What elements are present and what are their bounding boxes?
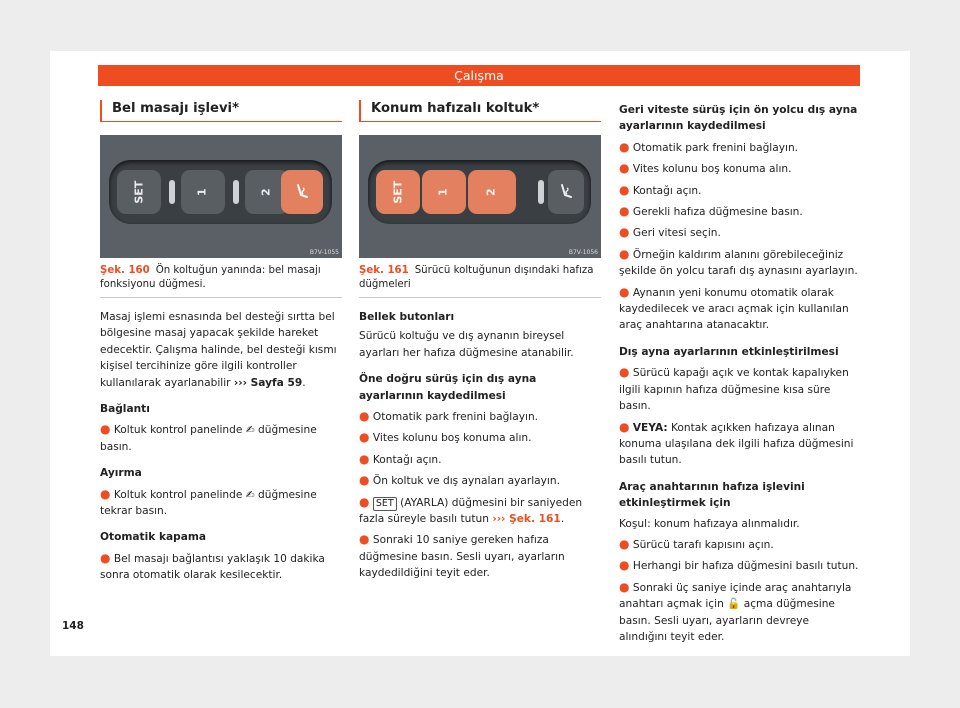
heading-connection: Bağlantı <box>100 403 150 416</box>
list-item: ● Herhangi bir hafıza düğmesini basılı tutun. <box>619 558 859 573</box>
figure-link[interactable]: ››› Şek. 161 <box>492 513 561 526</box>
section-header: Çalışma <box>98 65 860 86</box>
heading-auto-off: Otomatik kapama <box>100 531 207 544</box>
condition-text: Koşul: konum hafızaya alınmalıdır. <box>619 517 800 530</box>
figure-caption: Şek. 161 Sürücü koltuğunun dışındaki hafıza düğmeleri <box>359 264 601 298</box>
memory-paragraph: Sürücü koltuğu ve dış aynanın bireysel ayarları her hafıza düğmesine atanabilir. <box>359 330 574 359</box>
seat-massage-icon <box>556 182 576 202</box>
unlock-icon: 🔓 <box>727 598 741 611</box>
list-item: ● Sonraki 10 saniye gereken hafıza düğmesine basın. Sesli uyarı, ayarların kaydedildiğini teyit eder. <box>359 532 565 580</box>
list-item: ● Gerekli hafıza düğmesine basın. <box>619 204 803 219</box>
figure-lumbar-massage <box>100 135 342 258</box>
figure-caption: Şek. 160 Ön koltuğun yanında: bel masajı fonksiyonu düğmesi. <box>100 264 342 298</box>
massage-button <box>281 170 323 214</box>
memory-button-2: 2 <box>245 170 289 214</box>
list-item: ● Sonraki üç saniye içinde araç anahtarıyla anahtarı açmak için 🔓 açma düğmesine basın. Sesli uyarı, ayarların devreye alındığını teyit eder. <box>619 579 852 643</box>
list-item: ● VEYA: Kontak açıkken hafızaya alınan konuma ulaşılana dek ilgili hafıza düğmesini basılı tutun. <box>619 419 854 467</box>
memory-button-1: 1 <box>422 170 466 214</box>
list-item: ● Örneğin kaldırım alanını görebileceğiniz şekilde ön yolcu tarafı dış aynasını ayarlayın. <box>619 246 858 278</box>
set-button: SET <box>376 170 420 214</box>
list-item: ● Koltuk kontrol panelinde ✍ düğmesine tekrar basın. <box>100 486 317 518</box>
page-number: 148 <box>62 620 84 632</box>
list-item: ● Kontağı açın. <box>359 451 442 466</box>
section-title-memory-seat: Konum hafızalı koltuk* <box>359 100 601 122</box>
list-item: ● Kontağı açın. <box>619 182 702 197</box>
list-item: ● Koltuk kontrol panelinde ✍ düğmesine basın. <box>100 422 317 453</box>
column-memory-seat <box>359 100 601 582</box>
heading-memory-buttons: Bellek butonları <box>359 311 455 323</box>
figure-tag: B7V-1056 <box>568 249 598 256</box>
heading-reverse-save: Geri viteste sürüş için ön yolcu dış ayna ayarlarının kaydedilmesi <box>619 104 858 133</box>
door-memory-panel <box>368 160 591 224</box>
memory-button-1: 1 <box>181 170 225 214</box>
figure-tag: B7V-1055 <box>309 249 339 256</box>
list-item: ● SET (AYARLA) düğmesini bir saniyeden fazla süreyle basılı tutun ››› Şek. 161. <box>359 494 583 526</box>
heading-key-memory: Araç anahtarının hafıza işlevini etkinleştirmek için <box>619 480 805 510</box>
seat-control-panel <box>109 160 332 224</box>
page-link[interactable]: ››› Sayfa 59 <box>233 376 303 389</box>
heading-enable-mirror: Dış ayna ayarlarının etkinleştirilmesi <box>619 345 839 358</box>
massage-button <box>548 170 584 214</box>
seat-massage-icon: ✍ <box>245 424 255 437</box>
list-item: ● Ön koltuk ve dış aynaları ayarlayın. <box>359 473 560 488</box>
list-item: ● Sürücü tarafı kapısını açın. <box>619 536 774 551</box>
set-key-label: SET <box>373 497 397 511</box>
list-item: ● Geri vitesi seçin. <box>619 225 721 240</box>
figure-memory-buttons <box>359 135 601 258</box>
heading-disconnection: Ayırma <box>100 467 142 480</box>
intro-paragraph: Masaj işlemi esnasında bel desteği sırtta bel bölgesine masaj yapacak şekilde hareket edecektir. Çalışma halinde, bel desteği kısmı kişisel tercihinize göre ilgili kontroller kullanılarak ayarlanabilir ››› Sayfa 59. <box>100 311 337 389</box>
list-item: ● Otomatik park frenini bağlayın. <box>619 139 799 154</box>
seat-massage-icon <box>292 182 312 202</box>
section-title-lumbar-massage: Bel masajı işlevi* <box>100 100 342 122</box>
heading-forward-save: Öne doğru sürüş için dış ayna ayarlarının kaydedilmesi <box>359 373 537 402</box>
column-lumbar-massage <box>100 100 342 584</box>
column-reverse-mirror <box>619 102 859 645</box>
list-item: ● Otomatik park frenini bağlayın. <box>359 409 539 424</box>
list-item: ● Bel masajı bağlantısı yaklaşık 10 dakika sonra otomatik olarak kesilecektir. <box>100 550 325 582</box>
list-item: ● Vites kolunu boş konuma alın. <box>359 430 532 445</box>
list-item: ● Aynanın yeni konumu otomatik olarak kaydedilecek ve aracı açmak için kullanılan araç anahtarına atanacaktır. <box>619 284 849 332</box>
list-item: ● Sürücü kapağı açık ve kontak kapalıyken ilgili kapının hafıza düğmesine kısa süre basın. <box>619 365 849 413</box>
set-button: SET <box>117 170 161 214</box>
seat-massage-icon: ✍ <box>245 488 255 501</box>
memory-button-2: 2 <box>468 170 516 214</box>
list-item: ● Vites kolunu boş konuma alın. <box>619 161 792 176</box>
